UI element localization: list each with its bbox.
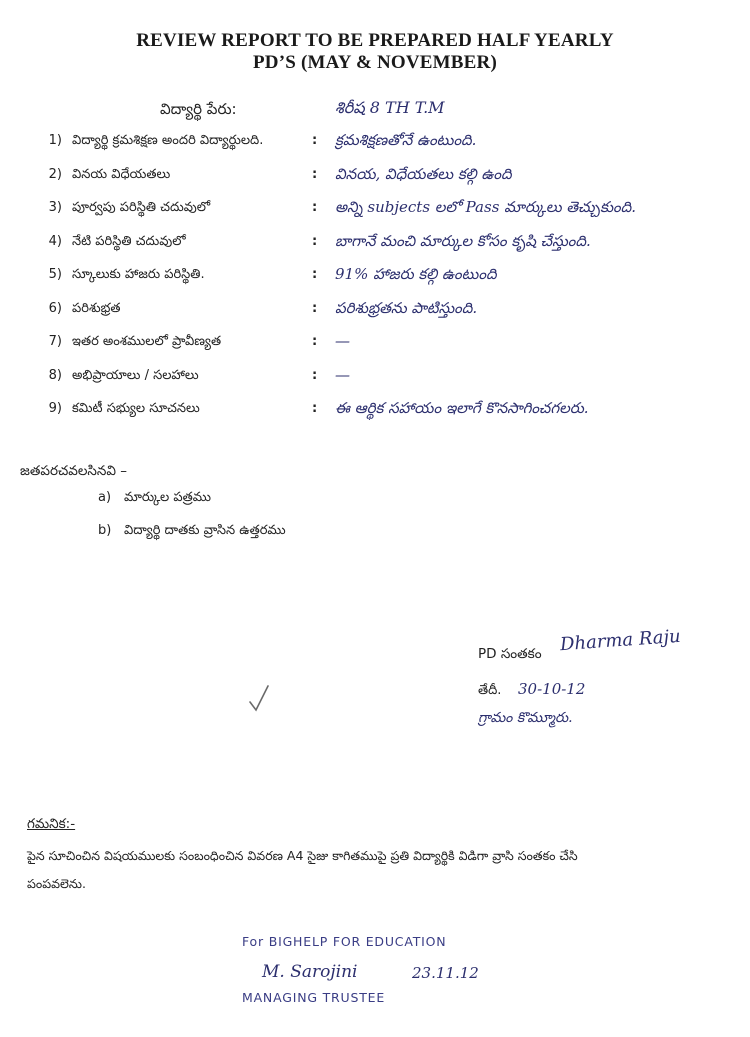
- date-label: తేదీ.: [478, 683, 502, 698]
- report-title-line1: REVIEW REPORT TO BE PREPARED HALF YEARLY: [136, 30, 614, 51]
- date-value: 30-10-12: [518, 680, 586, 698]
- note-text-line1: పైన సూచించిన విషయములకు సంబంధించిన వివరణ A4 సైజు కాగితముపై ప్రతి విద్యార్థికి విడిగా వ్రాసి సంతకం చేసి: [27, 848, 578, 863]
- review-item-number: 6): [48, 300, 62, 316]
- pd-signature: Dharma Raju: [559, 625, 682, 656]
- managing-trustee-stamp: MANAGING TRUSTEE: [242, 990, 386, 1005]
- review-item-colon: :: [312, 300, 318, 316]
- review-item-row: [0, 200, 750, 226]
- review-item-number: 7): [48, 334, 62, 349]
- student-name-value: శిరీష 8 TH T.M: [335, 98, 445, 117]
- review-item-number: 5): [48, 267, 62, 282]
- review-item-colon: :: [312, 233, 318, 249]
- review-item-answer: అన్ని subjects లలో Pass మార్కులు తెచ్చుకుంది.: [335, 198, 636, 216]
- review-item-label: కమిటీ సభ్యుల సూచనలు: [72, 401, 200, 416]
- attachment-b-text: విద్యార్థి దాతకు వ్రాసిన ఉత్తరము: [124, 523, 286, 538]
- review-item-colon: :: [312, 133, 318, 148]
- review-item-answer: ఈ ఆర్థిక సహాయం ఇలాగే కొనసాగించగలరు.: [335, 399, 589, 417]
- review-item-row: [0, 401, 750, 427]
- review-item-label: అభిప్రాయాలు / సలహాలు: [72, 367, 199, 383]
- review-item-row: [0, 231, 750, 260]
- review-item-answer: బాగానే మంచి మార్కుల కోసం కృషి చేస్తుంది.: [335, 231, 591, 250]
- review-item-answer: 91% హాజరు కల్గి ఉంటుంది: [335, 265, 497, 283]
- review-item-label: ఇతర అంశములలో ప్రావీణ్యత: [72, 334, 222, 349]
- trustee-signature: M. Sarojini: [262, 962, 358, 982]
- student-name-label: విద్యార్థి పేరు:: [160, 100, 237, 118]
- review-item-number: 9): [48, 401, 62, 416]
- review-item-row: [0, 298, 750, 327]
- review-item-number: 4): [48, 233, 62, 249]
- review-item-answer: —: [335, 332, 350, 350]
- review-item-colon: :: [312, 267, 318, 282]
- review-item-row: [0, 267, 750, 293]
- note-heading: గమనిక:-: [27, 816, 76, 832]
- review-item-answer: —: [335, 365, 350, 384]
- check-mark-icon: [248, 684, 270, 714]
- review-item-row: [0, 365, 750, 394]
- village-name: గ్రామం కొమ్మూరు.: [478, 710, 573, 726]
- review-item-row: [0, 133, 750, 159]
- trust-org-stamp: For BIGHELP FOR EDUCATION: [242, 934, 447, 949]
- review-item-row: [0, 334, 750, 360]
- attachment-a-marker: a): [98, 490, 112, 505]
- review-item-number: 1): [48, 133, 62, 148]
- attachments-heading: జతపరచవలసినవి –: [20, 463, 127, 479]
- review-item-colon: :: [312, 166, 318, 182]
- attachment-a-text: మార్కుల పత్రము: [124, 490, 211, 505]
- review-item-label: పరిశుభ్రత: [72, 300, 121, 316]
- review-item-answer: పరిశుభ్రతను పాటిస్తుంది.: [335, 298, 478, 317]
- pd-signature-label: PD సంతకం: [478, 646, 542, 662]
- review-item-number: 2): [48, 166, 62, 182]
- review-item-row: [0, 164, 750, 193]
- review-item-answer: క్రమశిక్షణతోనే ఉంటుంది.: [335, 131, 477, 149]
- review-item-colon: :: [312, 367, 318, 383]
- review-item-number: 8): [48, 367, 62, 383]
- review-item-answer: వినయ, విధేయతలు కల్గి ఉంది: [335, 164, 512, 183]
- review-item-colon: :: [312, 401, 318, 416]
- review-item-colon: :: [312, 200, 318, 215]
- review-item-label: వినయ విధేయతలు: [72, 166, 171, 182]
- review-item-label: స్కూలుకు హాజరు పరిస్థితి.: [72, 267, 205, 282]
- attachment-b-marker: b): [98, 523, 112, 538]
- review-item-number: 3): [48, 200, 62, 215]
- review-item-label: విద్యార్థి క్రమశిక్షణ అందరి విద్యార్థులది.: [72, 133, 264, 148]
- report-title-line2: PD’S (MAY & NOVEMBER): [253, 52, 497, 73]
- note-text-line2: పంపవలెను.: [27, 876, 86, 891]
- trustee-date: 23.11.12: [412, 964, 479, 982]
- review-item-label: నేటి పరిస్థితి చదువులో: [72, 233, 186, 249]
- review-item-label: పూర్వపు పరిస్థితి చదువులో: [72, 200, 211, 215]
- review-item-colon: :: [312, 334, 318, 349]
